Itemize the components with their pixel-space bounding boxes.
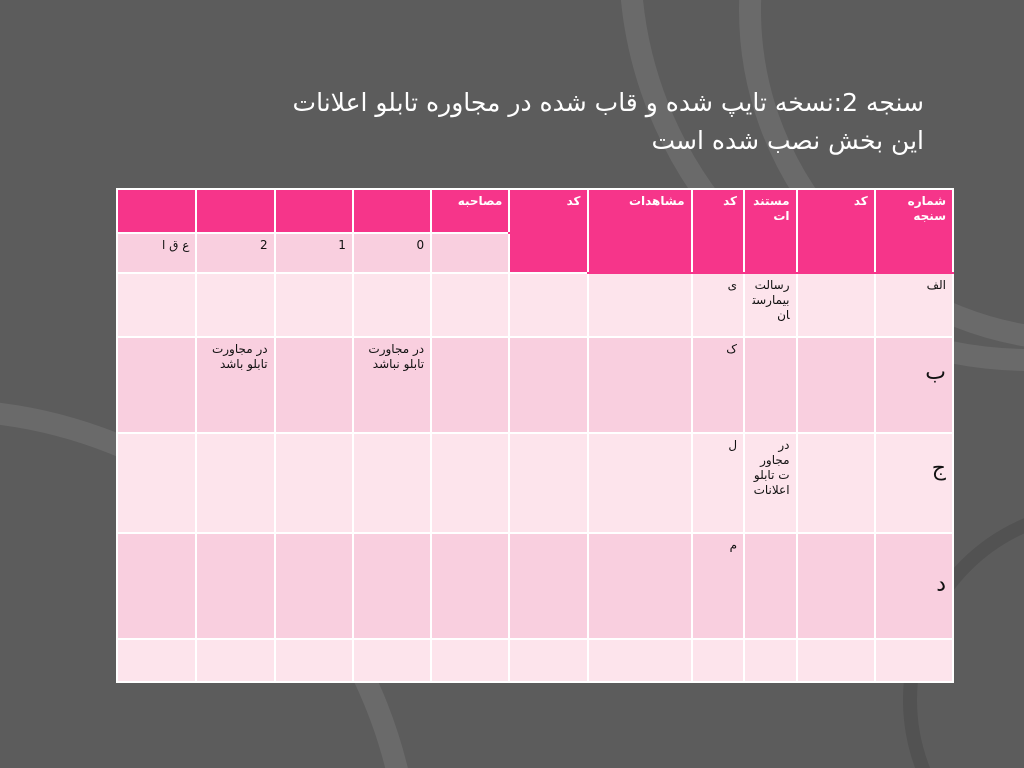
abbr-cell — [117, 639, 196, 682]
code-1-cell — [797, 337, 875, 433]
observation-cell — [588, 273, 692, 337]
header-extra-1 — [353, 189, 431, 233]
score-0-cell — [353, 273, 431, 337]
code-3-cell — [509, 273, 587, 337]
table-row — [117, 337, 953, 433]
table-row — [117, 533, 953, 639]
score-2-label: 2 — [196, 233, 274, 273]
measure-cell: ب — [875, 337, 953, 433]
score-0-cell: در مجاورت تابلو نباشد — [353, 337, 431, 433]
slide-title-line-1: سنجه 2:نسخه تایپ شده و قاب شده در مجاوره تابلو اعلانات — [292, 88, 924, 117]
observation-code-cell: ی — [692, 273, 745, 337]
code-1-cell — [797, 433, 875, 533]
header-observations: مشاهدات — [588, 189, 692, 273]
measure-cell — [875, 639, 953, 682]
table-row — [117, 639, 953, 682]
score-1-cell — [275, 639, 353, 682]
code-3-cell — [509, 337, 587, 433]
score-2-cell — [196, 273, 274, 337]
score-0-cell — [353, 533, 431, 639]
sub-interview-cell — [431, 233, 509, 273]
observation-cell — [588, 533, 692, 639]
code-3-cell — [509, 433, 587, 533]
slide-title — [104, 84, 924, 160]
score-0-cell — [353, 433, 431, 533]
observation-code-cell: ل — [692, 433, 745, 533]
score-0-label: 0 — [353, 233, 431, 273]
abbr-label: ع ق ا — [117, 233, 196, 273]
table-header-row — [117, 189, 953, 233]
interview-cell — [431, 337, 509, 433]
document-cell — [744, 639, 797, 682]
header-code-1: کد — [797, 189, 875, 273]
code-3-cell — [509, 639, 587, 682]
interview-cell — [431, 273, 509, 337]
score-2-cell: در مجاورت تابلو باشد — [196, 337, 274, 433]
header-interview: مصاحبه — [431, 189, 509, 233]
interview-cell — [431, 433, 509, 533]
document-cell: در مجاورت تابلو اعلانات — [744, 433, 797, 533]
slide-title-line-2: این بخش نصب شده است — [651, 126, 924, 155]
abbr-cell — [117, 433, 196, 533]
header-documents: مستندات — [744, 189, 797, 273]
code-1-cell — [797, 533, 875, 639]
score-1-cell — [275, 433, 353, 533]
score-1-label: 1 — [275, 233, 353, 273]
score-2-cell — [196, 639, 274, 682]
abbr-cell — [117, 533, 196, 639]
sub-code-3-cell — [509, 233, 587, 273]
measure-cell: د — [875, 533, 953, 639]
score-2-cell — [196, 533, 274, 639]
table-row — [117, 433, 953, 533]
observation-cell — [588, 337, 692, 433]
measure-cell: ج — [875, 433, 953, 533]
abbr-cell — [117, 273, 196, 337]
code-1-cell — [797, 639, 875, 682]
header-code-3: کد — [509, 189, 587, 233]
measure-cell: الف — [875, 273, 953, 337]
score-1-cell — [275, 273, 353, 337]
code-3-cell — [509, 533, 587, 639]
observation-code-cell — [692, 639, 745, 682]
document-cell — [744, 337, 797, 433]
observation-cell — [588, 639, 692, 682]
header-extra-4 — [117, 189, 196, 233]
header-measure-number: شماره سنجه — [875, 189, 953, 273]
header-extra-3 — [196, 189, 274, 233]
document-cell: رسالت بیمارستان — [744, 273, 797, 337]
document-cell — [744, 533, 797, 639]
header-extra-2 — [275, 189, 353, 233]
score-0-cell — [353, 639, 431, 682]
observation-cell — [588, 433, 692, 533]
interview-cell — [431, 533, 509, 639]
observation-code-cell: م — [692, 533, 745, 639]
score-1-cell — [275, 533, 353, 639]
interview-cell — [431, 639, 509, 682]
score-2-cell — [196, 433, 274, 533]
observation-code-cell: ک — [692, 337, 745, 433]
header-code-2: کد — [692, 189, 745, 273]
score-1-cell — [275, 337, 353, 433]
measure-table — [116, 188, 954, 683]
table-row — [117, 273, 953, 337]
abbr-cell — [117, 337, 196, 433]
code-1-cell — [797, 273, 875, 337]
